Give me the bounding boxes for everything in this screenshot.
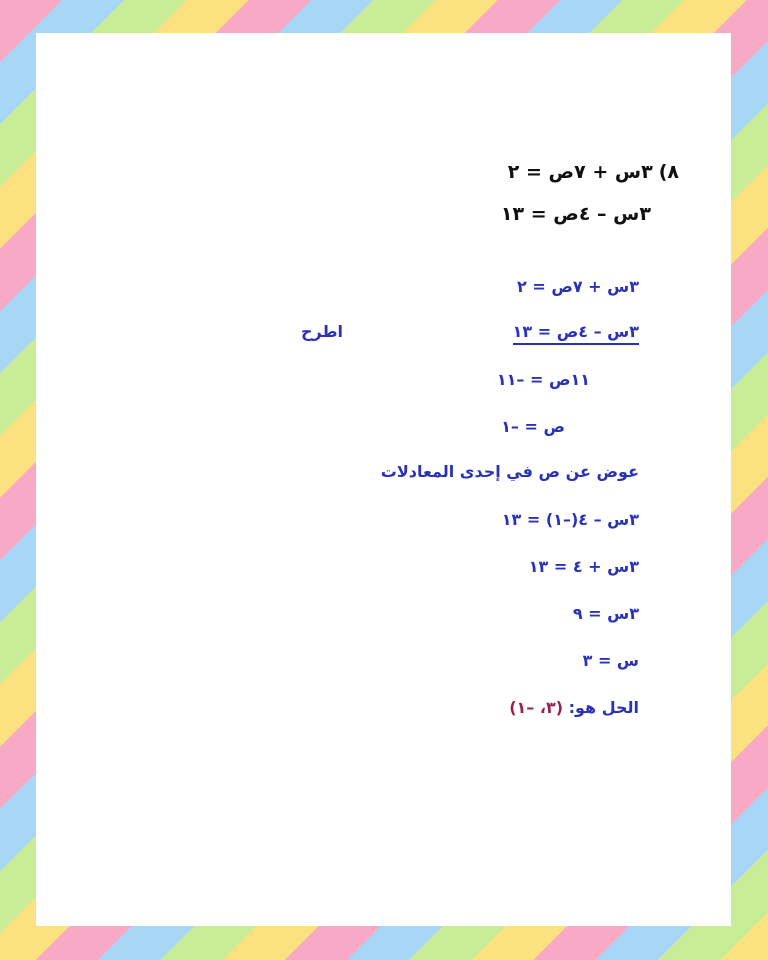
substitute-instruction: عوض عن ص في إحدى المعادلات	[380, 462, 639, 481]
work-line-7: ٣س + ٤ = ١٣	[528, 557, 639, 576]
work-line-6: ٣س – ٤(–١) = ١٣	[501, 510, 639, 529]
problem-number: ٨)	[658, 161, 679, 183]
solution-value: (٣، –١)	[509, 698, 564, 717]
work-line-9: س = ٣	[582, 651, 639, 670]
worksheet-page	[36, 33, 731, 926]
solution-label: الحل هو:	[568, 698, 639, 717]
solution-line	[509, 700, 639, 716]
work-line-4: ص = –١	[501, 417, 565, 436]
work-line-3: ١١ص = –١١	[496, 370, 590, 389]
problem-eq1-text: ٣س + ٧ص = ٢	[507, 161, 653, 183]
work-line-1: ٣س + ٧ص = ٢	[517, 277, 639, 296]
problem-equation-2: ٣س – ٤ص = ١٣	[500, 203, 651, 225]
work-line-8: ٣س = ٩	[572, 604, 639, 623]
work-line-2: ٣س – ٤ص = ١٣	[513, 324, 639, 345]
problem-equation-1	[508, 163, 679, 182]
subtract-label: اطرح	[300, 322, 343, 341]
